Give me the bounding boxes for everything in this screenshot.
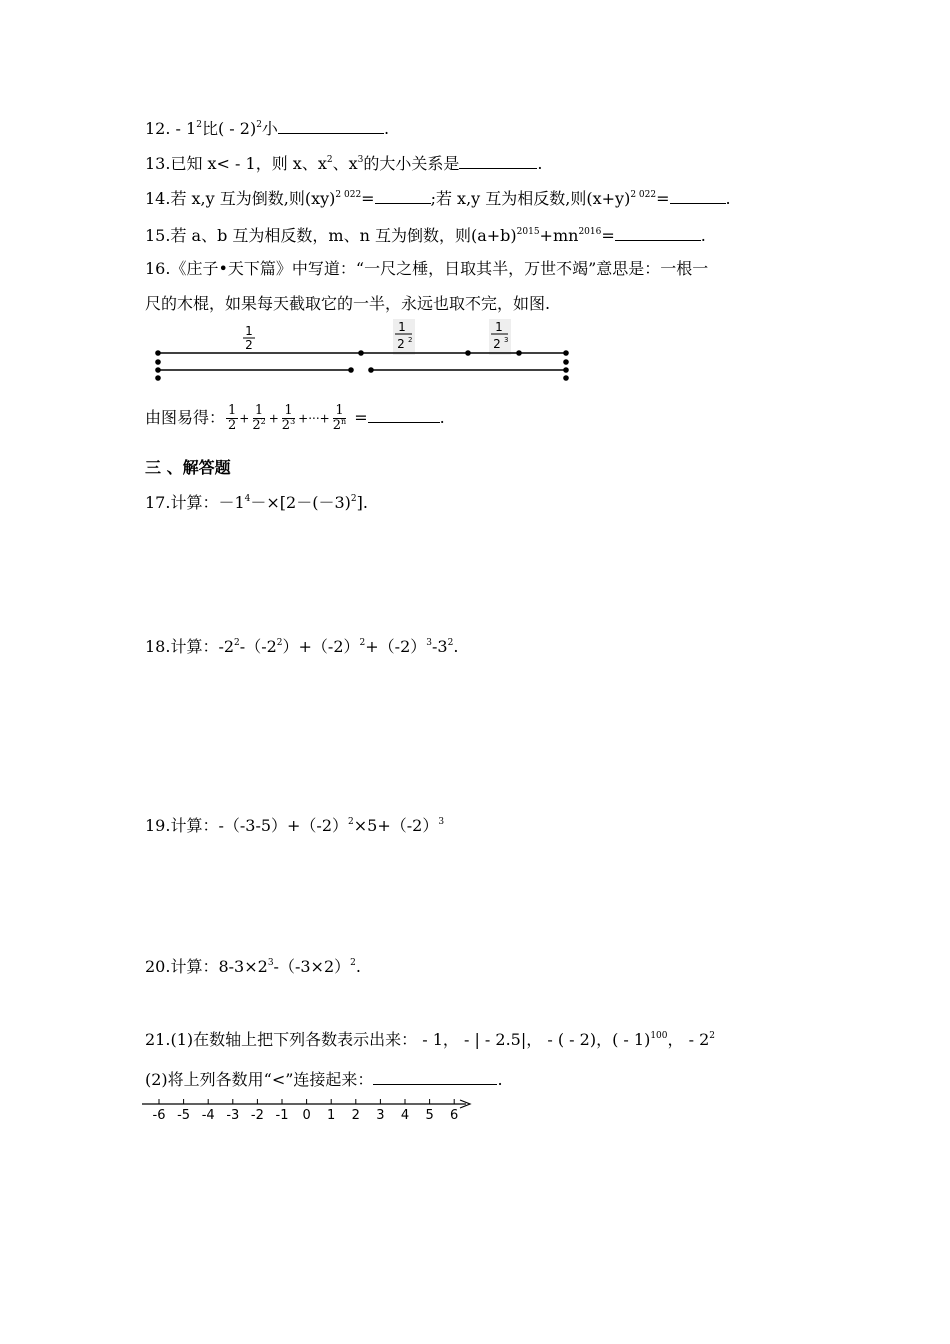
fraction-half: $\frac{1}{2}$ [228,403,237,433]
svg-text:1: 1 [245,324,253,338]
question-16-line1: 16.《庄子•天下篇》中写道：“一尺之棰，日取其半，万世不竭”意思是：一根一 [145,259,709,278]
answer-blank-14a[interactable] [375,185,431,204]
fraction-nth: $\frac{1}{2^n}$ [332,403,347,433]
stick-halving-figure [150,318,580,386]
answer-blank-16[interactable] [368,404,440,423]
svg-text:2: 2 [245,338,253,352]
svg-text:3: 3 [504,336,509,344]
question-13: 13.已知 x< - 1，则 x、$x^2$、$x^3$的大小关系是 . [145,150,542,176]
svg-text:2: 2 [397,337,405,351]
number-line-label: -2 [250,1108,264,1123]
question-21-part1: 21.(1)在数轴上把下列各数表示出来： - 1， - | - 2.5|， - ( - 2)，( - 1)$^{100}$， - $2^2$ [145,1030,716,1049]
question-14: 14.若 x,y 互为倒数,则(xy)$^{2 022}$= ;若 x,y 互为相反数,则$(x+y)^{2 022}=$ . [145,185,731,211]
svg-text:1: 1 [398,320,406,334]
question-20: 20.计算：$8-3\times 2^3-(-3\times 2)^2$. [145,957,361,976]
number-line-label: -5 [177,1108,191,1123]
number-line-label: 2 [351,1108,360,1123]
question-16-line2: 尺的木棍，如果每天截取它的一半，永远也取不完，如图. [145,294,551,313]
number-line-label: 6 [450,1108,459,1123]
question-18: 18.计算：$-2^2-(-2^2)+(-2)^2+(-2)^3-3^2$. [145,637,459,656]
svg-text:1: 1 [495,320,503,334]
section-heading: 三 、解答题 [145,458,231,477]
question-17: 17.计算：$-1^4-\times[2-(-3)^2]$. [145,493,368,512]
question-19: 19.计算：$-(-3-5)+(-2)^2\times 5+(-2)^3$ [145,816,445,835]
number-line-label: -1 [275,1108,289,1123]
answer-blank-21[interactable] [373,1066,497,1085]
svg-text:2: 2 [493,337,501,351]
question-15: 15.若 a、b 互为相反数，m、n 互为倒数，则$(a+b)^{2015}+mn^{2016}=$ . [145,222,706,248]
answer-blank-15[interactable] [615,222,701,241]
question-21-part2: (2)将上列各数用“<”连接起来： . [145,1066,503,1092]
number-line-label: 1 [327,1108,336,1123]
number-line-label: 5 [425,1108,434,1123]
figure-label-quarter [393,319,415,355]
fraction-quarter: $\frac{1}{2^2}$ [252,403,266,433]
question-12: 12. - $1^2$比( - 2)$^2$小 . [145,115,389,141]
answer-blank-13[interactable] [459,150,537,169]
number-line-label: -4 [201,1108,215,1123]
question-16-formula: 由图易得： $\frac{1}{2}$ + $\frac{1}{2^2}$ + $\frac{1}{2^3}$ +···+ $\frac{1}{2^n}$ = . [145,403,445,433]
number-line-label: -3 [226,1108,240,1123]
answer-blank-14b[interactable] [670,185,726,204]
fraction-eighth: $\frac{1}{2^3}$ [281,403,296,433]
number-line-label: -6 [152,1108,166,1123]
figure-label-eighth [489,319,511,355]
answer-blank-12[interactable] [278,115,384,134]
number-line-label: 0 [302,1108,311,1123]
number-line-label: 3 [376,1108,385,1123]
number-line-label: 4 [400,1108,410,1123]
figure-label-half [243,324,255,352]
number-line [140,1094,480,1124]
svg-text:2: 2 [408,336,413,344]
